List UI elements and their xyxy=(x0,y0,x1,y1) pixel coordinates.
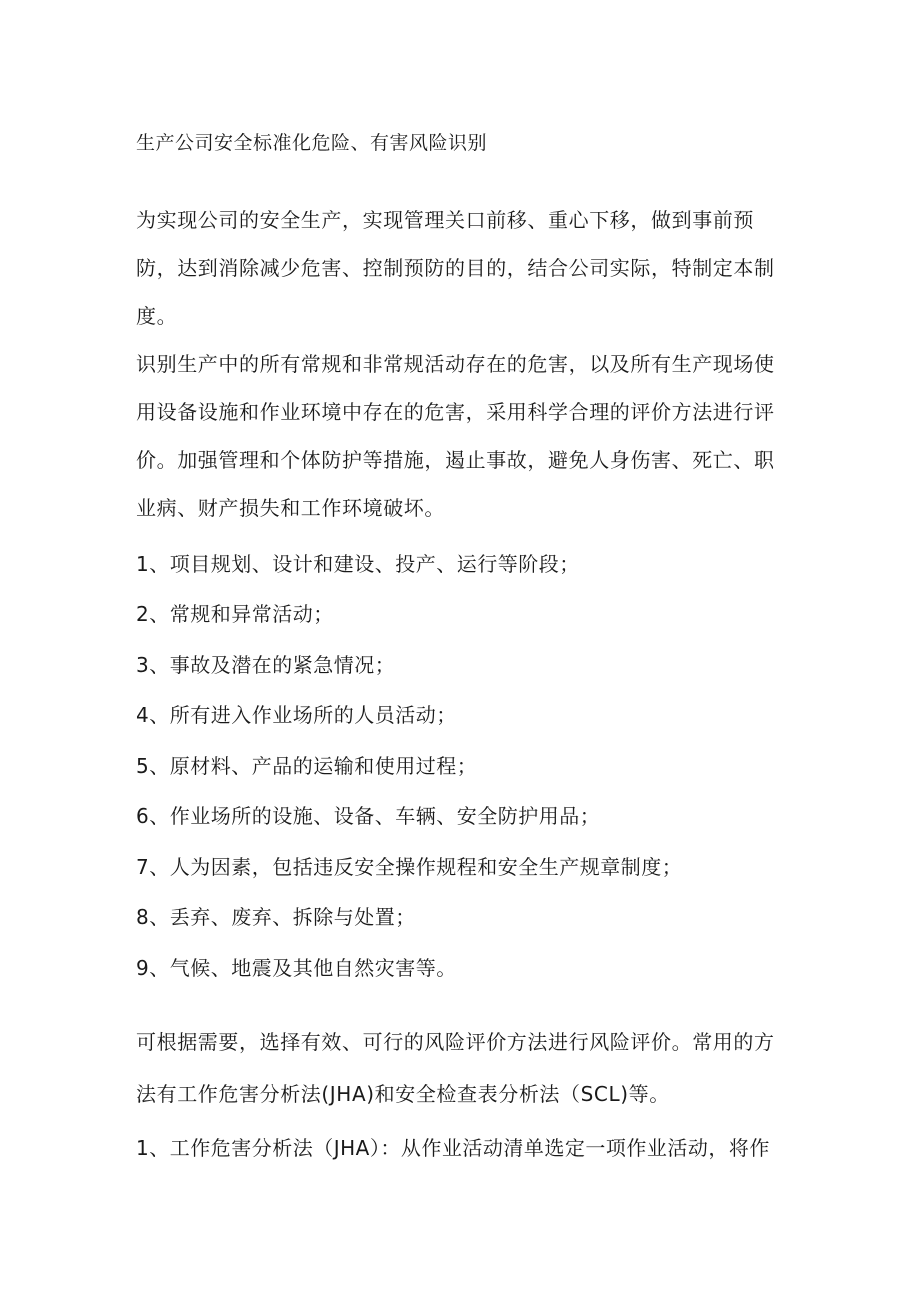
list-item: 9、气候、地震及其他自然灾害等。 xyxy=(136,956,457,980)
paragraph-line: 法有工作危害分析法(JHA)和安全检查表分析法（SCL)等。 xyxy=(136,1082,670,1106)
paragraph-line: 用设备设施和作业环境中存在的危害，采用科学合理的评价方法进行评 xyxy=(136,400,775,424)
paragraph-line: 为实现公司的安全生产，实现管理关口前移、重心下移，做到事前预 xyxy=(136,208,754,232)
list-item: 1、项目规划、设计和建设、投产、运行等阶段； xyxy=(136,552,580,576)
method-item: 1、工作危害分析法（JHA）：从作业活动清单选定一项作业活动，将作 xyxy=(136,1136,770,1160)
list-item: 3、事故及潜在的紧急情况； xyxy=(136,653,396,677)
paragraph-line: 度。 xyxy=(136,304,178,328)
list-item: 5、原材料、产品的运输和使用过程； xyxy=(136,754,478,778)
scope-paragraph xyxy=(136,340,786,532)
paragraph-line: 价。加强管理和个体防护等措施，遏止事故，避免人身伤害、死亡、职 xyxy=(136,448,775,472)
list-item: 8、丢弃、废弃、拆除与处置； xyxy=(136,905,416,929)
paragraph-line: 识别生产中的所有常规和非常规活动存在的危害，以及所有生产现场使 xyxy=(136,352,775,376)
list-item: 6、作业场所的设施、设备、车辆、安全防护用品； xyxy=(136,804,601,828)
list-item: 4、所有进入作业场所的人员活动； xyxy=(136,703,457,727)
paragraph-line: 可根据需要，选择有效、可行的风险评价方法进行风险评价。常用的方 xyxy=(136,1030,775,1054)
methods-paragraph xyxy=(136,1016,786,1120)
list-item: 7、人为因素，包括违反安全操作规程和安全生产规章制度； xyxy=(136,855,683,879)
document-title: 生产公司安全标准化危险、有害风险识别 xyxy=(136,132,488,154)
intro-paragraph xyxy=(136,196,786,340)
paragraph-line: 业病、财产损失和工作环境破坏。 xyxy=(136,496,445,520)
paragraph-line: 防，达到消除减少危害、控制预防的目的，结合公司实际，特制定本制 xyxy=(136,256,775,280)
list-item: 2、常规和异常活动； xyxy=(136,602,334,626)
